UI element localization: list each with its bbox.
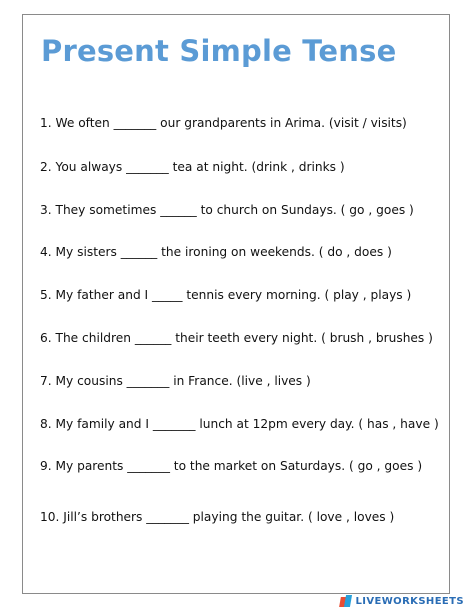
question-item-10: 10. Jill’s brothers _______ playing the guitar. ( love , loves ) — [40, 510, 395, 524]
brand-text: LIVEWORKSHEETS — [355, 595, 464, 607]
question-item-1: 1. We often _______ our grandparents in Arima. (visit / visits) — [40, 116, 407, 130]
question-item-5: 5. My father and I _____ tennis every morning. ( play , plays ) — [40, 288, 412, 302]
question-item-4: 4. My sisters ______ the ironing on weekends. ( do , does ) — [40, 245, 392, 259]
question-item-7: 7. My cousins _______ in France. (live , lives ) — [40, 374, 311, 388]
question-item-8: 8. My family and I _______ lunch at 12pm every day. ( has , have ) — [40, 417, 439, 431]
question-item-3: 3. They sometimes ______ to church on Sundays. ( go , goes ) — [40, 203, 414, 217]
question-item-6: 6. The children ______ their teeth every night. ( brush , brushes ) — [40, 331, 433, 345]
worksheet-title: Present Simple Tense — [41, 34, 397, 68]
liveworksheets-footer[interactable] — [340, 593, 464, 609]
liveworksheets-logo-icon — [340, 595, 352, 607]
question-item-2: 2. You always _______ tea at night. (drink , drinks ) — [40, 160, 345, 174]
question-item-9: 9. My parents _______ to the market on Saturdays. ( go , goes ) — [40, 459, 423, 473]
